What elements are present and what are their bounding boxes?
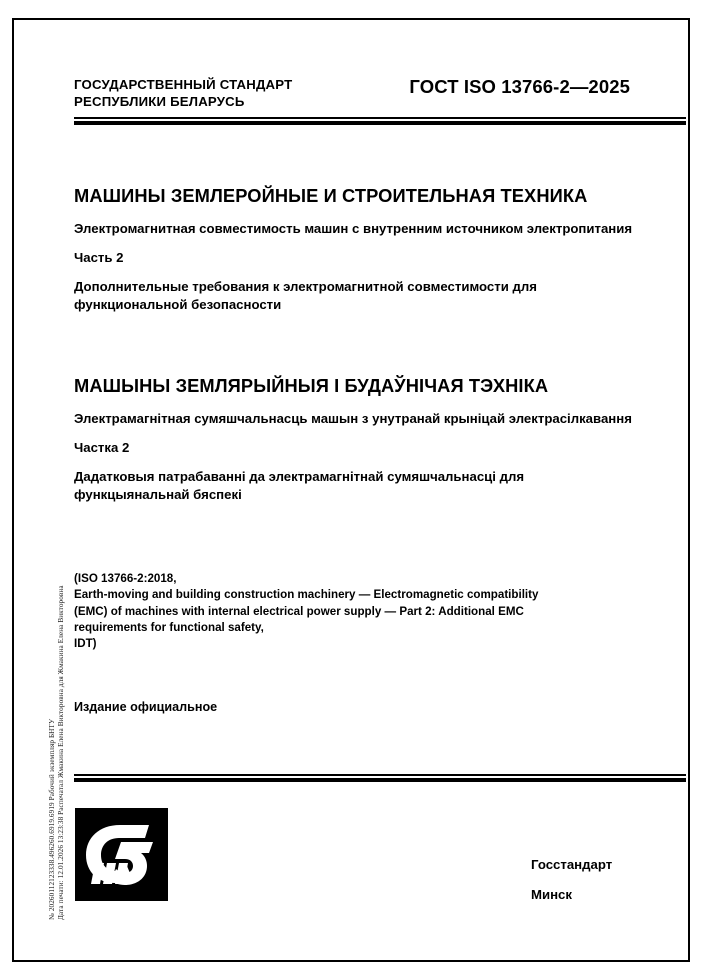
gosstandart-logo-icon: [75, 808, 168, 901]
header-divider-rule: [74, 117, 686, 125]
issuing-authority-line-1: ГОСУДАРСТВЕННЫЙ СТАНДАРТ: [74, 77, 293, 92]
footer-publisher: [531, 850, 612, 910]
iso-reference-block: [74, 571, 634, 652]
iso-reference-line-1: (ISO 13766-2:2018,: [74, 572, 177, 585]
footer-divider-thick-line: [74, 778, 686, 782]
belarusian-part-number: Частка 2: [74, 440, 130, 455]
issuing-authority-line-2: РЕСПУБЛИКИ БЕЛАРУСЬ: [74, 94, 245, 109]
russian-part-title: Дополнительные требования к электромагнитной совместимости для функциональной безопасности: [74, 279, 537, 312]
official-edition-label: Издание официальное: [74, 700, 218, 714]
publisher-city: Минск: [531, 887, 572, 902]
russian-main-title: МАШИНЫ ЗЕМЛЕРОЙНЫЕ И СТРОИТЕЛЬНАЯ ТЕХНИКА: [74, 185, 588, 206]
russian-part-number: Часть 2: [74, 250, 124, 265]
belarusian-part-title: Дадатковыя патрабаванні да электрамагнітнай сумяшчальнасці для функцыянальнай бяспекі: [74, 469, 525, 502]
russian-title-block: [74, 184, 634, 325]
iso-reference-line-3: (EMC) of machines with internal electrical power supply — Part 2: Additional EMC: [74, 604, 524, 618]
publisher-organization: Госстандарт: [531, 857, 613, 872]
belarusian-main-title: МАШЫНЫ ЗЕМЛЯРЫЙНЫЯ І БУДАЎНІЧАЯ ТЭХНІКА: [74, 375, 549, 396]
issuing-authority: [74, 76, 292, 110]
margin-stamp-line-2: Дата печати: 12.01.2026 13:23:38 Распечатал Жмакина Елена Викторовна для Жмакина Елена Викторовна: [57, 585, 65, 920]
margin-stamp: [33, 280, 63, 920]
margin-stamp-line-1: № 20260112123338.496260.6919.6919 Рабочий экземпляр БНТУ: [48, 718, 56, 920]
standard-number: ГОСТ ISO 13766-2—2025: [409, 76, 630, 97]
document-header: [74, 76, 630, 110]
belarusian-title-block: [74, 374, 634, 515]
russian-subtitle: Электромагнитная совместимость машин с внутренним источником электропитания: [74, 221, 633, 236]
divider-thick-line: [74, 121, 686, 125]
iso-reference-line-5: IDT): [74, 637, 97, 651]
iso-reference-line-2: Earth-moving and building construction machinery — Electromagnetic compatibility: [74, 588, 539, 602]
footer-divider-rule: [74, 774, 686, 782]
belarusian-subtitle: Электрамагнітная сумяшчальнасць машын з унутранай крыніцай электрасілкавання: [74, 411, 632, 426]
iso-reference-line-4: requirements for functional safety,: [74, 620, 264, 634]
